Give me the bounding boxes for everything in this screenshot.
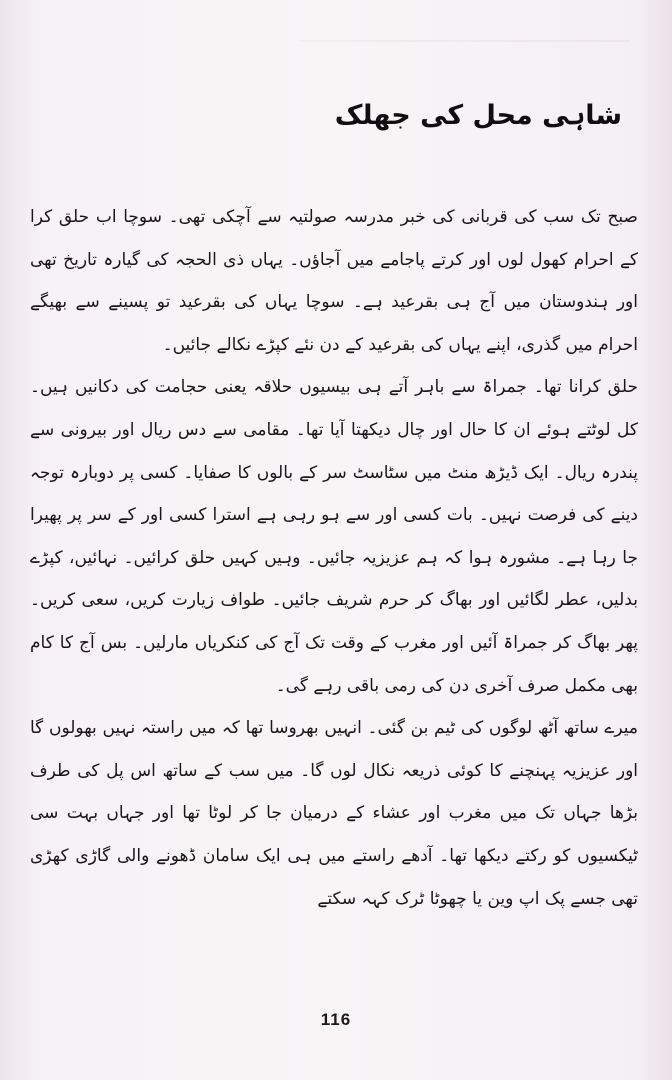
show-through-text bbox=[300, 40, 630, 42]
page-number: 116 bbox=[320, 1010, 352, 1029]
chapter-title: شاہی محل کی جھلک bbox=[334, 100, 622, 132]
paragraph: میرے ساتھ آٹھ لوگوں کی ٹیم بن گئی۔ انہیں بھروسا تھا کہ میں راستہ نہیں بھولوں گا اور عزیزیہ پہنچنے کا کوئی ذریعہ نکال لوں گا۔ میں سب کے ساتھ اس پل کی طرف بڑھا جہاں تک میں مغرب اور عشاء کے درمیان جا کر لوٹا تھا اور جہاں بہت سی ٹیکسیوں کو رکتے دیکھا تھا۔ آدھے راستے میں ہی ایک سامان ڈھونے والی گاڑی کھڑی تھی جسے پک اپ وین یا چھوٹا ٹرک کہہ سکتے bbox=[30, 718, 638, 909]
paragraph: صبح تک سب کی قربانی کی خبر مدرسہ صولتیہ سے آچکی تھی۔ سوچا اب حلق کرا کے احرام کھول لوں اور کرتے پاجامے میں آجاؤں۔ یہاں ذی الحجہ کی گیارہ تاریخ تھی اور ہندوستان میں آج ہی بقرعید ہے۔ سوچا یہاں کی بقرعید تو پسینے سے بھیگے احرام میں گذری، اپنے یہاں کی بقرعید کے دن نئے کپڑے نکالے جائیں۔ bbox=[30, 207, 638, 355]
body-text bbox=[30, 196, 638, 920]
paragraph: حلق کرانا تھا۔ جمراۃ سے باہر آتے ہی بیسیوں حلاقہ یعنی حجامت کی دکانیں ہیں۔ کل لوٹتے ہوئے ان کا حال اور چال دیکھتا آیا تھا۔ مقامی سے دس ریال اور بیرونی سے پندرہ ریال۔ ایک ڈیڑھ منٹ میں سٹاسٹ سر کے بالوں کا صفایا۔ کسی پر دوبارہ توجہ دینے کی فرصت نہیں۔ بات کسی اور سے ہو رہی ہے استرا کسی اور کے سر پر پھیرا جا رہا ہے۔ مشورہ ہوا کہ ہم عزیزیہ جائیں۔ وہیں کہیں حلق کرائیں۔ نہائیں، کپڑے بدلیں، عطر لگائیں اور بھاگ کر حرم شریف جائیں۔ طواف زیارت کریں، سعی کریں۔ پھر بھاگ کر جمراۃ آئیں اور مغرب کے وقت تک آج کی کنکریاں مارلیں۔ بس آج کا کام بھی مکمل صرف آخری دن کی رمی باقی رہے گی۔ bbox=[30, 377, 638, 696]
